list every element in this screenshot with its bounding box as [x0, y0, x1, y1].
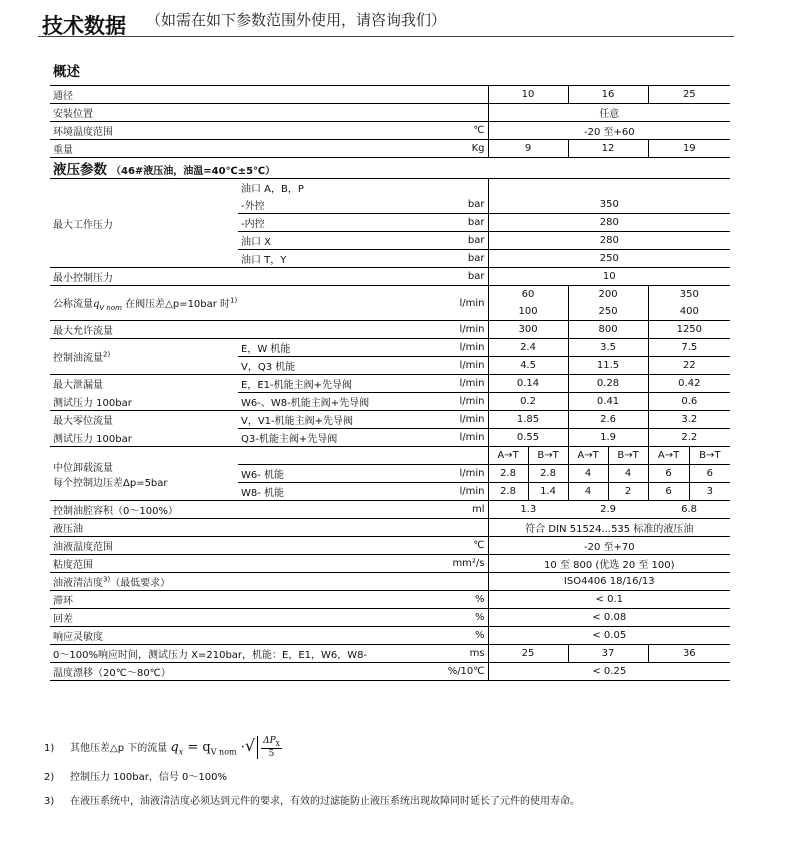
col-head-a-t: A→T	[648, 447, 689, 465]
value: 400	[648, 303, 730, 321]
unit: ml	[370, 501, 488, 519]
row-mount	[50, 104, 730, 122]
row-label: 环境温度范围	[50, 122, 370, 140]
value: < 0.1	[488, 591, 730, 609]
row-label: 通径	[50, 86, 488, 104]
value: 2.4	[488, 339, 568, 357]
value: 2.6	[568, 411, 648, 429]
value: 25	[488, 645, 568, 663]
unit: bar	[467, 199, 485, 210]
row-zero-b	[50, 429, 730, 447]
row-minctrl	[50, 268, 730, 286]
row-label	[50, 339, 238, 375]
value: 250	[488, 250, 730, 268]
value: 4	[568, 465, 608, 483]
value: < 0.25	[488, 663, 730, 681]
row-fluid	[50, 519, 730, 537]
sub-label: Q3-机能主阀+先导阀	[238, 429, 370, 447]
sub-label: W8- 机能	[238, 483, 370, 501]
value: 300	[488, 321, 568, 339]
formula-den: 5	[268, 748, 275, 759]
footnote-ref: 1)	[230, 296, 238, 305]
value: 11.5	[568, 357, 648, 375]
footnote-ref: 2)	[103, 350, 111, 359]
row-clean	[50, 573, 730, 591]
row-maxpress-a	[50, 179, 730, 197]
unit: l/min	[370, 411, 488, 429]
value: 4	[568, 483, 608, 501]
value: 6.8	[648, 501, 730, 519]
row-ctrlvol	[50, 501, 730, 519]
value-dn25: 25	[648, 86, 730, 104]
value: < 0.05	[488, 627, 730, 645]
value: 6	[648, 465, 689, 483]
value: 0.28	[568, 375, 648, 393]
row-label-2: 测试压力 100bar	[53, 397, 132, 409]
nomflow-label: 公称流量	[53, 298, 93, 310]
row-label: 响应灵敏度	[50, 627, 370, 645]
value: 2.8	[488, 465, 528, 483]
row-revers	[50, 609, 730, 627]
row-nomflow-a	[50, 286, 730, 304]
sub-label: W6- 机能	[238, 465, 370, 483]
row-drift	[50, 663, 730, 681]
page-header	[38, 6, 734, 37]
row-fluidtemp	[50, 537, 730, 555]
section-hydraulic-note: （46#液压油，油温=40℃±5℃）	[111, 166, 276, 177]
value: 10	[488, 268, 730, 286]
unit: l/min	[370, 286, 488, 321]
flow-formula	[170, 736, 282, 759]
row-maxflow	[50, 321, 730, 339]
row-label-2: 测试压力 100bar	[53, 433, 132, 445]
value: -20 至+70	[488, 537, 730, 555]
value: 1.85	[488, 411, 568, 429]
row-label: 粘度范围	[50, 555, 370, 573]
value: 1.9	[568, 429, 648, 447]
footnote-number: 3)	[44, 796, 55, 807]
row-ambient	[50, 122, 730, 140]
footnote-number: 1)	[44, 743, 55, 754]
row-label: 0～100%响应时间，测试压力 X=210bar，机能：E，E1，W6，W8-	[50, 645, 370, 663]
value: ISO4406 18/16/13	[488, 573, 730, 591]
value: 100	[488, 303, 568, 321]
value: 符合 DIN 51524...535 标准的液压油	[488, 519, 730, 537]
sub-label: 油口 X	[238, 232, 370, 250]
unit: bar	[370, 250, 488, 268]
value: 250	[568, 303, 648, 321]
unit: bar	[370, 232, 488, 250]
row-sens	[50, 627, 730, 645]
sub-label: V，Q3 机能	[238, 357, 370, 375]
value: 2.2	[648, 429, 730, 447]
value: 19	[648, 140, 730, 158]
row-dn	[50, 86, 730, 104]
value: 任意	[488, 104, 730, 122]
row-section-gap	[50, 158, 730, 179]
unit: l/min	[370, 429, 488, 447]
value: 4.5	[488, 357, 568, 375]
clean-label: 油液清洁度	[53, 578, 103, 589]
unit: l/min	[370, 483, 488, 501]
unit: %	[370, 609, 488, 627]
value: 350	[648, 286, 730, 304]
value: 2.8	[488, 483, 528, 501]
value: 60	[488, 286, 568, 304]
unit: %	[370, 591, 488, 609]
row-label	[50, 447, 238, 501]
nomflow-sub: V nom	[99, 303, 122, 312]
value: 10 至 800 (优选 20 至 100)	[488, 555, 730, 573]
row-label: 回差	[50, 609, 370, 627]
sub-label: W6-、W8-机能主阀+先导阀	[238, 393, 370, 411]
value: 0.41	[568, 393, 648, 411]
value: 36	[648, 645, 730, 663]
value: 4	[608, 465, 648, 483]
unit: %/10℃	[370, 663, 488, 681]
unit: l/min	[370, 375, 488, 393]
sub-label: 油口 T，Y	[238, 250, 370, 268]
footnote-text: 控制压力 100bar，信号 0～100%	[70, 772, 227, 783]
sub-label: V，V1-机能主阀+先导阀	[238, 411, 370, 429]
value: 800	[568, 321, 648, 339]
page-subtitle: （如需在如下参数范围外使用，请咨询我们）	[146, 11, 447, 29]
clean-label-rest: （最低要求）	[110, 578, 171, 589]
sub-label: -外控	[241, 201, 265, 212]
footnote-text: 其他压差△p 下的流量	[70, 743, 168, 754]
row-ctrlflow-a	[50, 339, 730, 357]
value: 2.9	[568, 501, 648, 519]
unit: Kg	[370, 140, 488, 158]
sub-label: E，E1-机能主阀+先导阀	[238, 375, 370, 393]
footnote-number: 2)	[44, 772, 55, 783]
formula-q: q	[170, 740, 179, 755]
unit: ℃	[370, 122, 488, 140]
value: 350	[488, 196, 730, 214]
row-label: 液压油	[50, 519, 488, 537]
nomflow-rest: 在阀压差△p=10bar 时	[121, 298, 231, 310]
footnote-2	[44, 768, 227, 783]
sub-label: 油口 A，B，P	[238, 179, 488, 197]
value: 1250	[648, 321, 730, 339]
row-label: 滞环	[50, 591, 370, 609]
value: 3.5	[568, 339, 648, 357]
row-visc	[50, 555, 730, 573]
page-title: 技术数据	[42, 14, 126, 38]
unit: mm²/s	[370, 555, 488, 573]
ctrlflow-label: 控制油流量	[53, 353, 103, 364]
footnote-text: 在液压系统中，油液清洁度必须达到元件的要求，有效的过滤能防止液压系统出现故障同时延长了元件的使用寿命。	[70, 796, 580, 807]
value: -20 至+60	[488, 122, 730, 140]
value: 2	[608, 483, 648, 501]
value: 3	[689, 483, 730, 501]
col-head-b-t: B→T	[528, 447, 568, 465]
value: 0.14	[488, 375, 568, 393]
unit: ms	[370, 645, 488, 663]
unload-label-2: 每个控制边压差Δp=5bar	[53, 477, 168, 489]
row-resp	[50, 645, 730, 663]
row-leak-b	[50, 393, 730, 411]
row-label: 重量	[50, 140, 370, 158]
nomflow-q: q	[93, 298, 100, 310]
value-dn16: 16	[568, 86, 648, 104]
col-head-a-t: A→T	[488, 447, 528, 465]
unload-label: 中位卸载流量	[53, 462, 113, 474]
formula-eq: = q	[183, 740, 211, 755]
sqrt-icon: √	[244, 736, 256, 755]
value: < 0.08	[488, 609, 730, 627]
footnote-1	[44, 736, 282, 759]
value: 2.8	[528, 465, 568, 483]
value: 12	[568, 140, 648, 158]
value: 0.55	[488, 429, 568, 447]
unit: l/min	[370, 339, 488, 357]
row-label: 最大允许流量	[50, 321, 370, 339]
value: 1.4	[528, 483, 568, 501]
value: 9	[488, 140, 568, 158]
formula-x: x	[178, 747, 184, 757]
formula-num: ΔP	[263, 736, 276, 747]
value: 1.3	[488, 501, 568, 519]
unit: l/min	[370, 393, 488, 411]
value: 22	[648, 357, 730, 375]
row-label: 最小控制压力	[50, 268, 370, 286]
row-label: 最大工作压力	[50, 179, 238, 268]
formula-dot: ·	[240, 740, 245, 755]
value-dn10: 10	[488, 86, 568, 104]
row-label: 最大泄漏量	[50, 375, 238, 393]
footnote-3	[44, 792, 580, 807]
row-label: 油液温度范围	[50, 537, 370, 555]
row-hyst	[50, 591, 730, 609]
row-zero-a	[50, 411, 730, 429]
value: 37	[568, 645, 648, 663]
row-leak-a	[50, 375, 730, 393]
unit: bar	[370, 214, 488, 232]
value: 0.6	[648, 393, 730, 411]
value: 280	[488, 214, 730, 232]
value: 6	[689, 465, 730, 483]
row-weight	[50, 140, 730, 158]
sub-label: E，W 机能	[238, 339, 370, 357]
sub-label: -内控	[238, 214, 370, 232]
unit: %	[370, 627, 488, 645]
footnote-ref: 3)	[103, 575, 111, 584]
unit: ℃	[370, 537, 488, 555]
value: 6	[648, 483, 689, 501]
row-label: 控制油腔容积（0～100%）	[50, 501, 370, 519]
row-label: 安装位置	[50, 104, 488, 122]
row-label: 温度漂移（20℃～80℃）	[50, 663, 370, 681]
unit: l/min	[370, 357, 488, 375]
unit: l/min	[370, 465, 488, 483]
row-label	[50, 286, 370, 321]
col-head-b-t: B→T	[608, 447, 648, 465]
row-unload-head	[50, 447, 730, 465]
col-head-a-t: A→T	[568, 447, 608, 465]
row-label	[50, 573, 488, 591]
col-head-b-t: B→T	[689, 447, 730, 465]
section-general-title: 概述	[53, 64, 80, 80]
spec-table	[50, 85, 730, 681]
value: 0.2	[488, 393, 568, 411]
value: 0.42	[648, 375, 730, 393]
value: 7.5	[648, 339, 730, 357]
value: 200	[568, 286, 648, 304]
formula-num-sub: X	[275, 740, 280, 748]
value: 280	[488, 232, 730, 250]
row-label: 最大零位流量	[50, 411, 238, 429]
value: 3.2	[648, 411, 730, 429]
section-hydraulic-label: 液压参数	[53, 162, 107, 178]
unit: l/min	[370, 321, 488, 339]
formula-fraction	[257, 736, 282, 759]
formula-vnom: V nom	[210, 747, 237, 757]
unit: bar	[370, 268, 488, 286]
